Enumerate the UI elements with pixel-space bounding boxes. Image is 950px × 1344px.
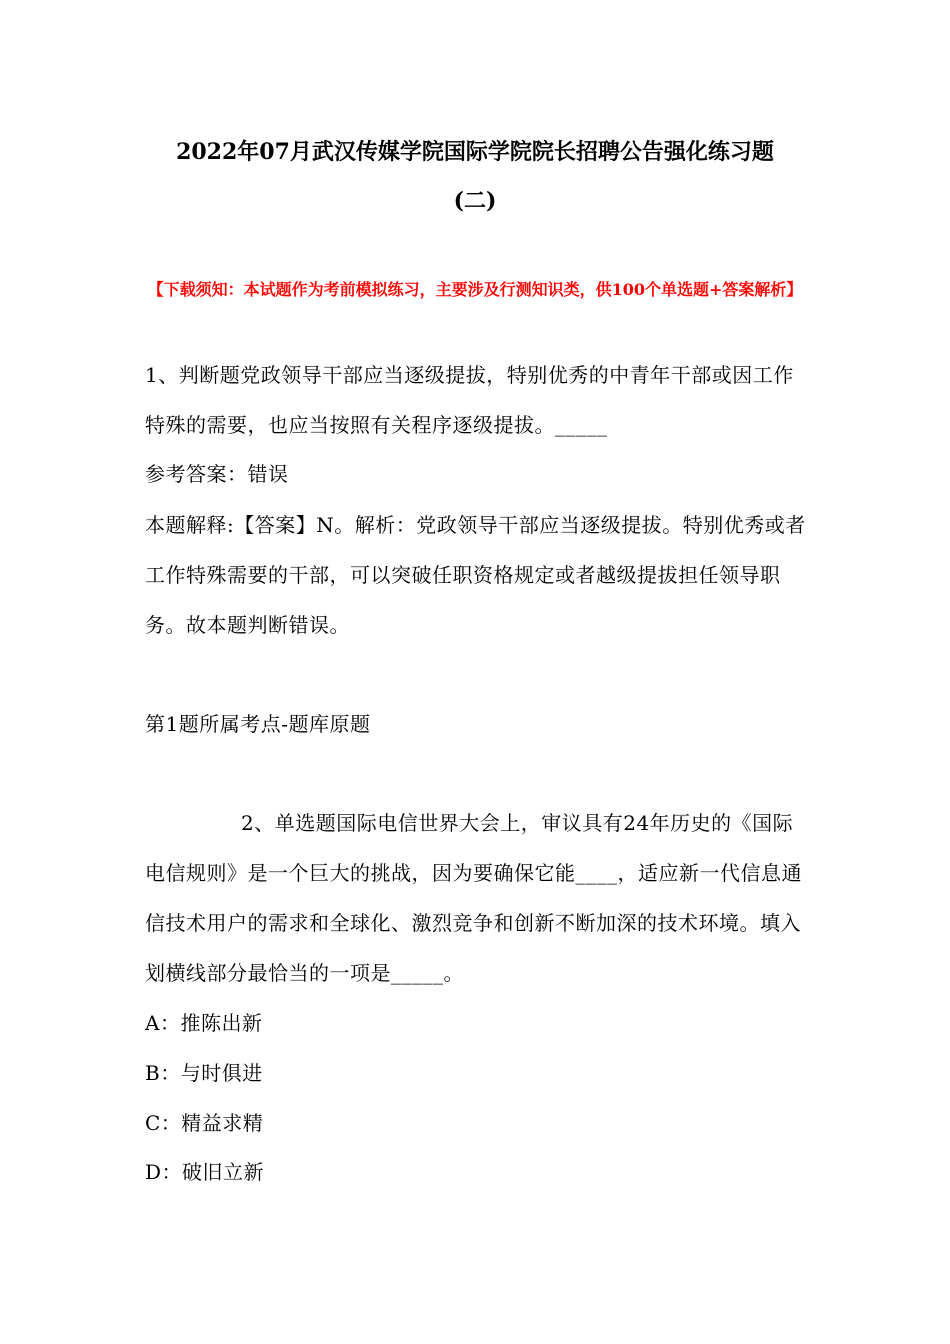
- question-1-answer: 参考答案：错误: [145, 462, 289, 486]
- question-2-option-c: C：精益求精: [145, 1111, 264, 1135]
- question-1-point: 第1题所属考点-题库原题: [145, 712, 371, 736]
- question-2-text: 2、单选题国际电信世界大会上，审议具有24年历史的《国际电信规则》是一个巨大的挑战，因为要确保它能____，适应新一代信息通信技术用户的需求和全球化、激烈竞争和创新不断加深的技术环境。填入划横线部分最恰当的一项是_____。: [145, 811, 802, 985]
- document-title-line1: 2022年07月武汉传媒学院国际学院院长招聘公告强化练习题: [176, 139, 774, 165]
- document-title-line2: (二): [453, 188, 497, 214]
- download-notice: 【下载须知：本试题作为考前模拟练习，主要涉及行测知识类，供100个单选题+答案解析】: [147, 280, 803, 299]
- question-2-option-b: B：与时俱进: [145, 1061, 263, 1085]
- question-2-option-d: D：破旧立新: [145, 1160, 265, 1184]
- question-1-text: 1、判断题党政领导干部应当逐级提拔，特别优秀的中青年干部或因工作特殊的需要，也应当按照有关程序逐级提拔。_____: [145, 363, 794, 437]
- question-1-explanation: 本题解释:【答案】N。解析：党政领导干部应当逐级提拔。特别优秀或者工作特殊需要的干部，可以突破任职资格规定或者越级提拔担任领导职务。故本题判断错误。: [145, 513, 806, 637]
- question-2-option-a: A：推陈出新: [145, 1011, 263, 1035]
